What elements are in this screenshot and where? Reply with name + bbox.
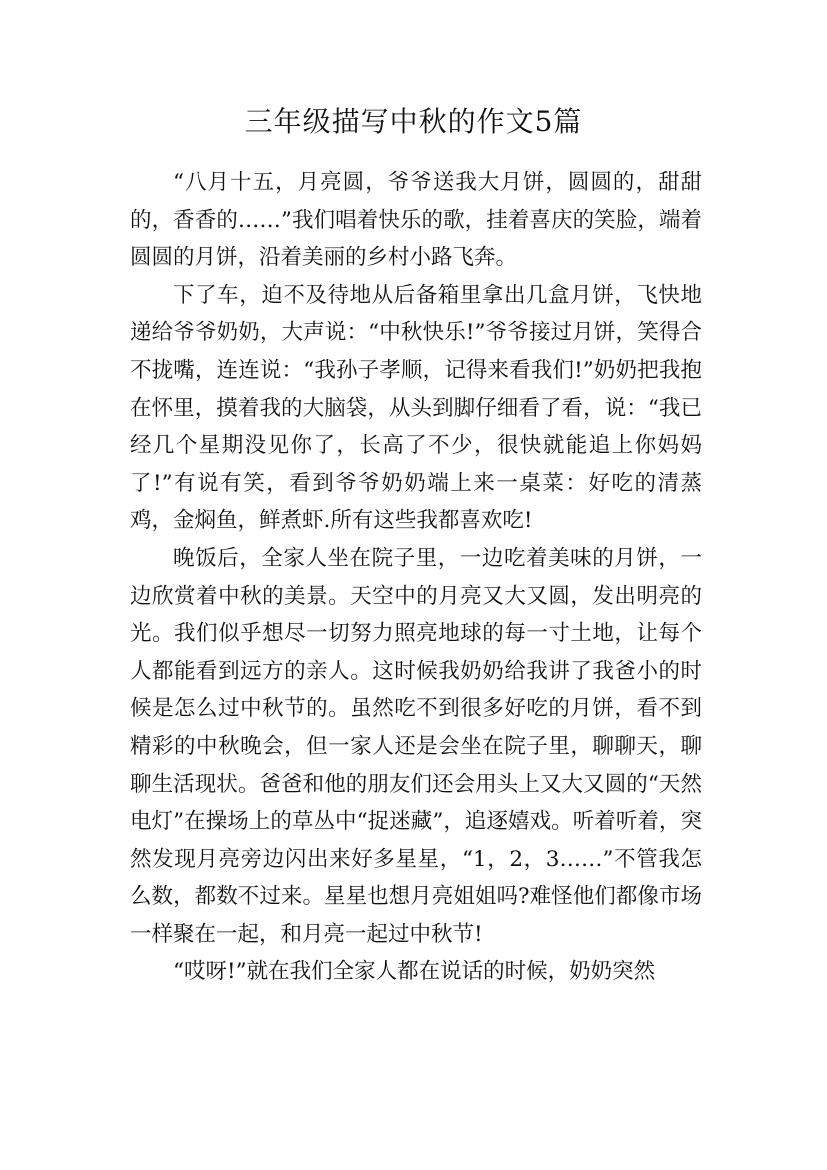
paragraph: 晚饭后，全家人坐在院子里，一边吃着美味的月饼，一边欣赏着中秋的美景。天空中的月亮又大又圆，发出明亮的光。我们似乎想尽一切努力照亮地球的每一寸土地，让每个人都能看到远方的亲人。这时候我奶奶给我讲了我爸小的时候是怎么过中秋节的。虽然吃不到很多好吃的月饼，看不到精彩的中秋晚会，但一家人还是会坐在院子里，聊聊天，聊聊生活现状。爸爸和他的朋友们还会用头上又大又圆的“天然电灯”在操场上的草丛中“捉迷藏”，追逐嬉戏。听着听着，突然发现月亮旁边闪出来好多星星，“1，2，3……”不管我怎么数，都数不过来。星星也想月亮姐姐吗?难怪他们都像市场一样聚在一起，和月亮一起过中秋节! — [130, 545, 702, 947]
paragraph: 下了车，迫不及待地从后备箱里拿出几盒月饼，飞快地递给爷爷奶奶，大声说：“中秋快乐!”爷爷接过月饼，笑得合不拢嘴，连连说：“我孙子孝顺，记得来看我们!”奶奶把我抱在怀里，摸着我的大脑袋，从头到脚仔细看了看，说：“我已经几个星期没见你了，长高了不少，很快就能追上你妈妈了!”有说有笑，看到爷爷奶奶端上来一桌菜：好吃的清蒸鸡，金焖鱼，鲜煮虾.所有这些我都喜欢吃! — [130, 282, 702, 534]
paragraph: “哎呀!”就在我们全家人都在说话的时候，奶奶突然 — [173, 959, 656, 985]
paragraph: “八月十五，月亮圆，爷爷送我大月饼，圆圆的，甜甜的，香香的……”我们唱着快乐的歌，挂着喜庆的笑脸，端着圆圆的月饼，沿着美丽的乡村小路飞奔。 — [130, 170, 702, 271]
document-body — [130, 164, 702, 991]
document-title: 三年级描写中秋的作文5篇 — [244, 105, 583, 138]
